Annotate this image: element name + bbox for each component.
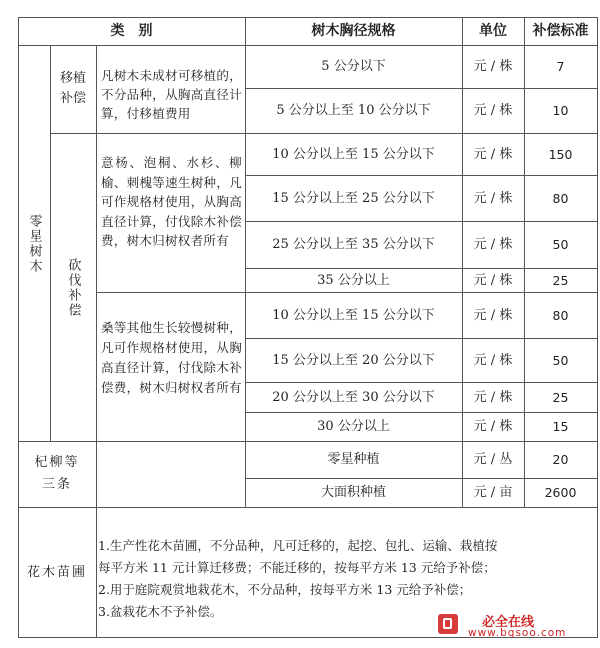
value-cell: 80 — [552, 307, 569, 323]
spec-cell: 10 公分以上至 15 公分以下 — [272, 307, 435, 323]
watermark-url: www.bqsoo.com — [468, 627, 567, 639]
spec-cell: 10 公分以上至 15 公分以下 — [272, 146, 435, 162]
nursery-note-line: 3.盆栽花木不予补偿。 — [98, 604, 223, 619]
spec-cell: 5 公分以上至 10 公分以下 — [276, 103, 431, 118]
willow-label: 杞柳等三条 — [34, 455, 80, 492]
spec-cell: 5 公分以下 — [321, 59, 386, 74]
watermark-name: 必全在线 — [482, 615, 535, 630]
spec-cell: 15 公分以上至 20 公分以下 — [272, 352, 435, 368]
value-cell: 25 — [552, 272, 569, 288]
felling-label: 砍伐补偿 — [65, 257, 81, 318]
unit-cell: 元 / 株 — [473, 59, 513, 74]
value-cell: 80 — [552, 190, 569, 206]
value-cell: 50 — [552, 352, 569, 368]
nursery-note-line: 1.生产性花木苗圃，不分品种，凡可迁移的，起挖、包扎、运输、栽植按 — [98, 538, 498, 553]
nursery-note-line: 每平方米 11 元计算迁移费；不能迁移的，按每平方米 13 元给予补偿； — [98, 560, 496, 575]
unit-cell: 元 / 株 — [473, 307, 513, 323]
spec-cell: 零星种植 — [327, 452, 380, 467]
value-cell: 25 — [552, 389, 569, 405]
header-unit: 单位 — [479, 23, 507, 39]
value-cell: 150 — [548, 146, 573, 162]
spec-cell: 25 公分以上至 35 公分以下 — [272, 237, 435, 252]
spec-cell: 15 公分以上至 25 公分以下 — [272, 190, 435, 206]
slow-growing-description: 桑等其他生长较慢树种，凡可作规格材使用，从胸高直径计算，付伐除木补偿费，树木归树权者所有 — [101, 320, 242, 395]
value-cell: 15 — [552, 419, 569, 434]
value-cell: 20 — [552, 452, 569, 467]
nursery-label: 花木苗圃 — [26, 564, 87, 580]
spec-cell: 大面积种植 — [320, 485, 386, 500]
unit-cell: 元 / 丛 — [473, 452, 513, 467]
fast-growing-description: 意杨、泡桐、水杉、柳榆、刺槐等速生树种，凡可作规格材使用，从胸高直径计算，付伐除木补偿费，树木归树权者所有 — [101, 155, 242, 248]
value-cell: 50 — [552, 237, 569, 252]
unit-cell: 元 / 株 — [473, 190, 513, 206]
header-category: 类 别 — [110, 23, 153, 39]
transplant-label: 移植补偿 — [59, 71, 86, 106]
unit-cell: 元 / 株 — [473, 419, 513, 434]
header-standard: 补偿标准 — [532, 23, 589, 39]
header-spec: 树木胸径规格 — [311, 23, 396, 39]
scattered-trees-label: 零星树木 — [26, 213, 42, 274]
unit-cell: 元 / 株 — [473, 103, 513, 118]
nursery-note-line: 2.用于庭院观赏地栽花木，不分品种，按每平方米 13 元给予补偿； — [98, 582, 472, 597]
watermark-logo-icon — [438, 614, 458, 634]
unit-cell: 元 / 株 — [473, 272, 513, 288]
unit-cell: 元 / 株 — [473, 352, 513, 368]
value-cell: 10 — [552, 103, 569, 118]
value-cell: 7 — [556, 59, 565, 74]
unit-cell: 元 / 亩 — [473, 485, 513, 500]
spec-cell: 35 公分以上 — [317, 272, 390, 288]
value-cell: 2600 — [544, 485, 577, 500]
unit-cell: 元 / 株 — [473, 237, 513, 252]
nursery-notes — [98, 535, 596, 623]
unit-cell: 元 / 株 — [473, 389, 513, 405]
transplant-description: 凡树木未成材可移植的，不分品种，从胸高直径计算，付移植费用 — [101, 68, 242, 121]
spec-cell: 20 公分以上至 30 公分以下 — [272, 389, 435, 405]
spec-cell: 30 公分以上 — [317, 419, 390, 434]
unit-cell: 元 / 株 — [473, 146, 513, 162]
